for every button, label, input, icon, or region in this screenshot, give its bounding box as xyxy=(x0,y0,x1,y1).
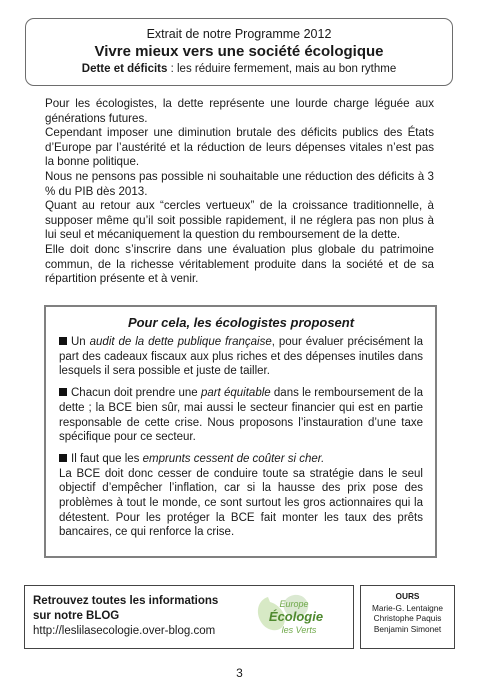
logo-graphic xyxy=(254,594,339,641)
item-body: La BCE doit donc cesser de conduire toute sa stratégie dans le seul objectif d’empêcher l’inflation, car si la hausse des prix pose des problèmes à tout le monde, ce sont surtout les gros actionnaires qui la détestent. Pour les protéger la BCE fait monter les taux des prêts bancaires, ce qui renforce la crise. xyxy=(59,467,423,539)
proposals-box xyxy=(44,305,437,558)
intro-paragraph: Quant au retour aux “cercles vertueux” de la croissance traditionnelle, à supposer même qu’il soit possible rapidement, il ne réglera pas non plus à lui seul et mécaniquement la question du remboursement de la dette. xyxy=(45,199,434,242)
blog-box xyxy=(24,585,354,649)
subtitle-rest: : les réduire fermement, mais au bon rythme xyxy=(167,63,397,75)
header-box xyxy=(25,18,453,86)
ours-title: OURS xyxy=(395,591,420,601)
blog-url-link[interactable]: http://leslilasecologie.over-blog.com xyxy=(33,625,216,637)
proposal-item-audit xyxy=(59,335,423,379)
item-emphasis: emprunts cessent de coûter si cher. xyxy=(142,452,325,465)
square-bullet-icon xyxy=(59,454,67,462)
proposals-title: Pour cela, les écologistes proposent xyxy=(127,315,355,330)
item-text: dans le remboursement de la dette ; la BCE bien sûr, mai aussi le secteur financier qui est en partie responsable de cette crise. Nous proposons l’instauration d’une taxe spécifique pour ce secteur. xyxy=(59,387,423,444)
ours-name: Marie-G. Lentaigne xyxy=(371,602,444,613)
square-bullet-icon xyxy=(59,388,67,396)
square-bullet-icon xyxy=(59,337,67,345)
item-emphasis: audit de la dette publique française xyxy=(89,336,272,348)
blog-text xyxy=(33,594,218,639)
blog-line: sur notre BLOG xyxy=(33,610,120,622)
proposal-item-emprunts xyxy=(59,452,423,540)
ours-name: Benjamin Simonet xyxy=(373,623,442,634)
intro-paragraph: Cependant imposer une diminution brutale des déficits publics des États d’Europe par l’austérité et la réduction de leurs dépenses vitales n’est pas la bonne politique. xyxy=(45,126,434,169)
intro-paragraph: Nous ne pensons pas possible ni souhaitable une réduction des déficits à 3 % du PIB dès 2013. xyxy=(45,169,434,198)
logo-line3: les Verts xyxy=(281,625,317,635)
header-kicker: Extrait de notre Programme 2012 xyxy=(146,27,332,41)
ours-box xyxy=(360,585,455,649)
subtitle-bold: Dette et déficits xyxy=(81,63,168,75)
blog-line: Retrouvez toutes les informations xyxy=(33,595,219,607)
logo-line1: Europe xyxy=(279,599,309,609)
proposal-item-part-equitable xyxy=(59,386,423,445)
intro-text xyxy=(45,97,434,287)
header-subtitle xyxy=(26,62,452,77)
logo-line2: Écologie xyxy=(268,609,324,624)
page-title: Vivre mieux vers une société écologique xyxy=(94,43,384,60)
item-text: Il faut que les xyxy=(71,452,143,465)
item-text: , pour évaluer précisément la part des cadeaux fiscaux aux plus riches et des dépenses inutiles dans lesquels il sera possible et juste de tailler. xyxy=(59,336,423,378)
europe-ecologie-logo xyxy=(254,594,339,641)
intro-paragraph: Pour les écologistes, la dette représente une lourde charge léguée aux générations futures. xyxy=(45,97,434,125)
item-emphasis: part équitable xyxy=(200,387,271,400)
ours-name: Christophe Paquis xyxy=(373,613,442,624)
item-text: Un xyxy=(71,336,90,348)
intro-paragraph: Elle doit donc s’inscrire dans une évaluation plus globale du patrimoine commun, de la richesse véritablement produite dans la société et de sa répartition présente et à venir. xyxy=(45,242,434,286)
page-number: 3 xyxy=(236,666,243,680)
item-text: Chacun doit prendre une xyxy=(71,387,201,400)
